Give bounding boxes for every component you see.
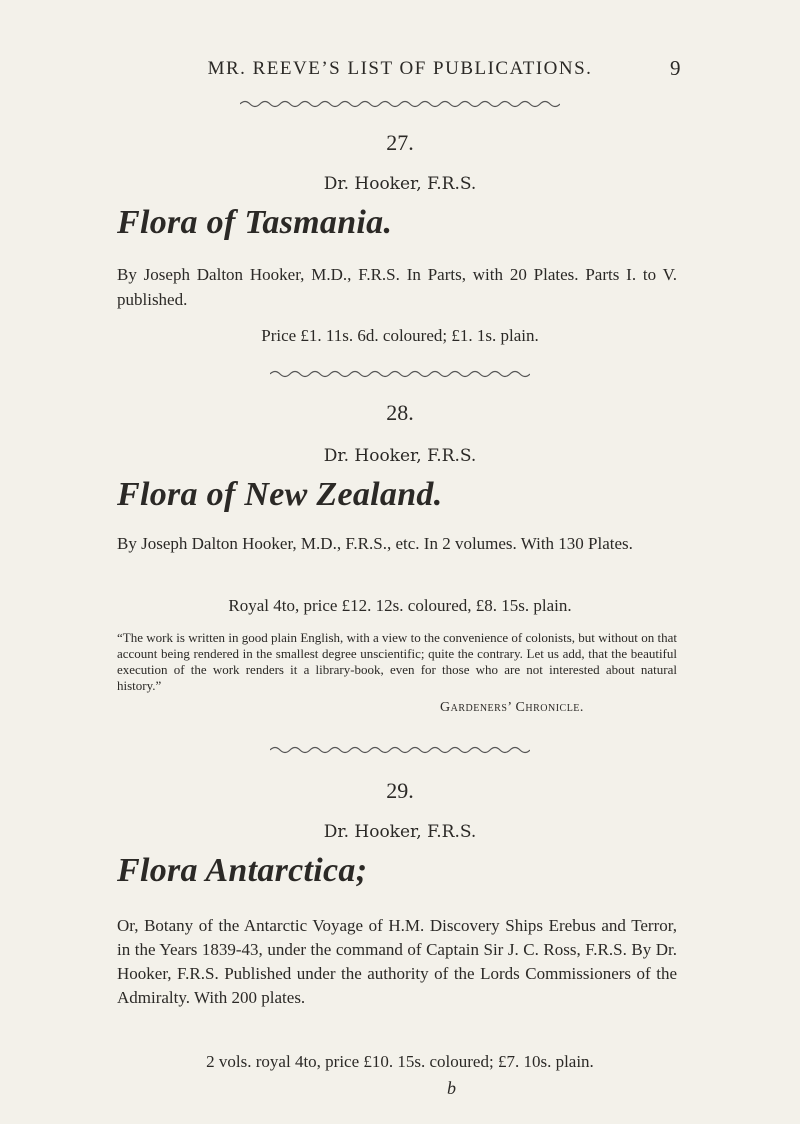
signature-mark: b bbox=[447, 1078, 456, 1098]
entry-review-quote: “The work is written in good plain English, with a view to the convenience of colonists, but without on that account being rendered in the smallest degree unscientific; quite the contrary. Let us add, that the beautiful execution of the work renders it a library-book, even for those who are not interested about natural history.” bbox=[117, 630, 677, 693]
entry-author: Dr. Hooker, F.R.S. bbox=[323, 822, 477, 842]
entry-price: Price £1. 11s. 6d. coloured; £1. 1s. plain. bbox=[261, 326, 539, 345]
entry-title: Flora Antarctica; bbox=[117, 852, 368, 889]
entry-price: 2 vols. royal 4to, price £10. 15s. coloured; £7. 10s. plain. bbox=[206, 1052, 594, 1071]
entry-author: Dr. Hooker, F.R.S. bbox=[323, 174, 477, 194]
entry-author: Dr. Hooker, F.R.S. bbox=[323, 446, 477, 466]
entry-description: By Joseph Dalton Hooker, M.D., F.R.S., etc. In 2 volumes. With 130 Plates. bbox=[117, 534, 633, 553]
entry-description: Or, Botany of the Antarctic Voyage of H.M. Discovery Ships Erebus and Terror, in the Years 1839-43, under the command of Captain Sir J. C. Ross, F.R.S. By Dr. Hooker, F.R.S. Published under the authority of the Lords Commissioners of the Admiralty. With 200 plates. bbox=[117, 916, 677, 1007]
entry-price: Royal 4to, price £12. 12s. coloured, £8. 15s. plain. bbox=[228, 596, 572, 615]
quote-source: Gardeners’ Chronicle. bbox=[440, 700, 584, 715]
entry-description: By Joseph Dalton Hooker, M.D., F.R.S. In Parts, with 20 Plates. Parts I. to V. published. bbox=[117, 265, 677, 309]
page-number: 9 bbox=[670, 56, 681, 80]
entry-number: 29. bbox=[386, 778, 414, 803]
ornamental-rule bbox=[0, 366, 800, 384]
running-header: MR. REEVE’S LIST OF PUBLICATIONS. bbox=[207, 58, 593, 79]
entry-title: Flora of Tasmania. bbox=[117, 204, 393, 241]
entry-number: 28. bbox=[386, 400, 414, 425]
ornamental-rule bbox=[0, 742, 800, 760]
entry-title: Flora of New Zealand. bbox=[117, 476, 443, 513]
ornamental-rule bbox=[0, 96, 800, 114]
entry-number: 27. bbox=[386, 130, 414, 155]
